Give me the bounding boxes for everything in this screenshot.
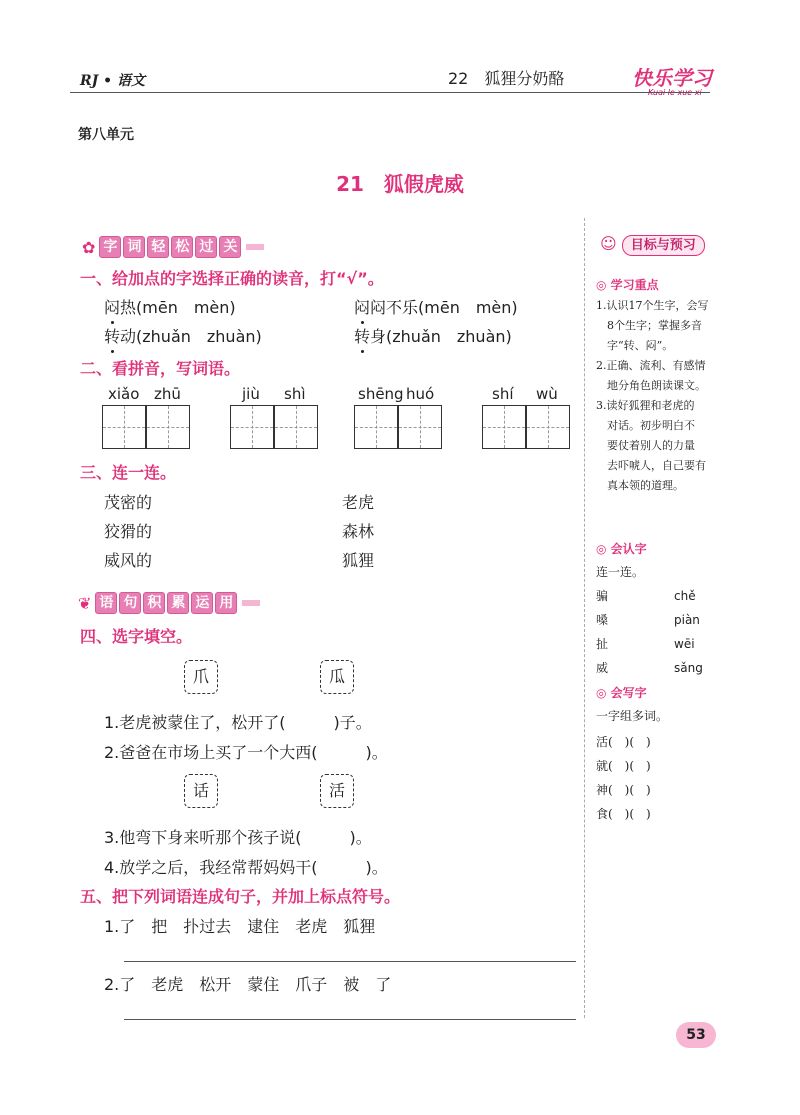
banner-char: 轻 (147, 236, 169, 258)
connect-right[interactable]: 老虎 (342, 493, 375, 512)
q4-sentence[interactable]: 2.爸爸在市场上买了一个大西( )。 (104, 743, 388, 762)
banner-char: 关 (219, 236, 241, 258)
sidebar-heading: ◎ 学习重点 (596, 278, 659, 292)
section-banner-sentences (78, 592, 260, 614)
q5-words: 2.了 老虎 松开 蒙住 爪子 被 了 (104, 975, 392, 994)
banner-char: 运 (191, 592, 213, 614)
q1-item[interactable]: 闷热(mēn mèn) (104, 295, 236, 318)
header-lesson: 22 狐狸分奶酪 (448, 69, 565, 88)
sidebar-banner: ☺ 目标与预习 (600, 234, 705, 253)
option-char: 瓜 (320, 660, 354, 694)
answer-line[interactable] (124, 961, 576, 962)
pinyin: shì (284, 385, 306, 403)
tianzi-box[interactable] (230, 405, 274, 449)
q1-item[interactable]: 转身(zhuǎn zhuàn) (354, 324, 512, 347)
banner-tail (246, 244, 264, 250)
page-number: 53 (676, 1022, 716, 1048)
banner-tail (242, 600, 260, 606)
answer-line[interactable] (124, 1019, 576, 1020)
banner-char: 字 (99, 236, 121, 258)
sidebar-words[interactable]: 活( )( ) 就( )( ) 神( )( ) 食( )( ) (596, 735, 651, 821)
page-title: 21 狐假虎威 (336, 172, 464, 196)
connect-left[interactable]: 茂密的 (104, 493, 153, 512)
header-logo: 快乐学习 (632, 66, 712, 90)
column-divider (584, 218, 585, 1018)
sidebar-zuci: 一字组多词。 (596, 709, 669, 723)
tianzi-box[interactable] (482, 405, 526, 449)
option-char: 话 (184, 774, 218, 808)
q4-sentence[interactable]: 4.放学之后，我经常帮妈妈干( )。 (104, 858, 388, 877)
sidebar-goals: 1.认识17个生字，会写 8个生字；掌握多音 字“转、闷”。 2.正确、流利、有感情 地分角色朗读课文。 3.读好狐狸和老虎的 对话。初步明白不 要仗着别人的力量 去吓唬人，自己要有 真本领的道理。 (596, 299, 709, 492)
pinyin: shēng (358, 385, 404, 403)
banner-char: 用 (215, 592, 237, 614)
banner-char: 词 (123, 236, 145, 258)
banner-char: 积 (143, 592, 165, 614)
section-banner-words (82, 236, 264, 258)
sidebar-heading: ◎ 会写字 (596, 686, 647, 700)
tianzi-box[interactable] (102, 405, 146, 449)
pinyin: huó (406, 385, 435, 403)
q5-words: 1.了 把 扑过去 逮住 老虎 狐狸 (104, 917, 376, 936)
connect-right[interactable]: 森林 (342, 522, 375, 541)
header-edition: RJ • 语文 (80, 73, 145, 89)
option-char: 活 (320, 774, 354, 808)
butterfly-icon: ❦ (78, 593, 92, 613)
banner-char: 累 (167, 592, 189, 614)
banner-char: 语 (95, 592, 117, 614)
pinyin: zhū (154, 385, 181, 403)
pinyin: shí (492, 385, 514, 403)
banner-char: 松 (171, 236, 193, 258)
unit-label: 第八单元 (78, 127, 134, 143)
tianzi-box[interactable] (526, 405, 570, 449)
header-rule (70, 92, 710, 93)
q4-sentence[interactable]: 1.老虎被蒙住了，松开了( )子。 (104, 713, 372, 732)
q1-item[interactable]: 闷闷不乐(mēn mèn) (354, 295, 518, 318)
banner-char: 过 (195, 236, 217, 258)
connect-right[interactable]: 狐狸 (342, 551, 375, 570)
tianzi-box[interactable] (274, 405, 318, 449)
q5-heading: 五、把下列词语连成句子，并加上标点符号。 (80, 887, 401, 906)
girl-icon: ☺ (600, 234, 617, 253)
tianzi-box[interactable] (146, 405, 190, 449)
connect-left[interactable]: 狡猾的 (104, 522, 153, 541)
tianzi-box[interactable] (354, 405, 398, 449)
pinyin: xiǎo (108, 385, 140, 403)
flower-icon: ✿ (82, 237, 96, 257)
sidebar-chars[interactable]: 骗 嗓 扯 威 (596, 589, 609, 675)
option-char: 爪 (184, 660, 218, 694)
sidebar-pinyins[interactable]: chě piàn wēi sǎng (674, 589, 703, 675)
sidebar-heading: ◎ 会认字 (596, 542, 647, 556)
pinyin: wù (536, 385, 558, 403)
q1-item[interactable]: 转动(zhuǎn zhuàn) (104, 324, 262, 347)
pinyin: jiù (242, 385, 260, 403)
q1-heading: 一、给加点的字选择正确的读音，打“√”。 (80, 269, 384, 288)
q4-sentence[interactable]: 3.他弯下身来听那个孩子说( )。 (104, 828, 372, 847)
sidebar-connect: 连一连。 (596, 565, 645, 579)
banner-char: 句 (119, 592, 141, 614)
q4-heading: 四、选字填空。 (80, 627, 193, 646)
connect-left[interactable]: 威风的 (104, 551, 153, 570)
q2-heading: 二、看拼音，写词语。 (80, 359, 241, 378)
tianzi-box[interactable] (398, 405, 442, 449)
q3-heading: 三、连一连。 (80, 463, 177, 482)
